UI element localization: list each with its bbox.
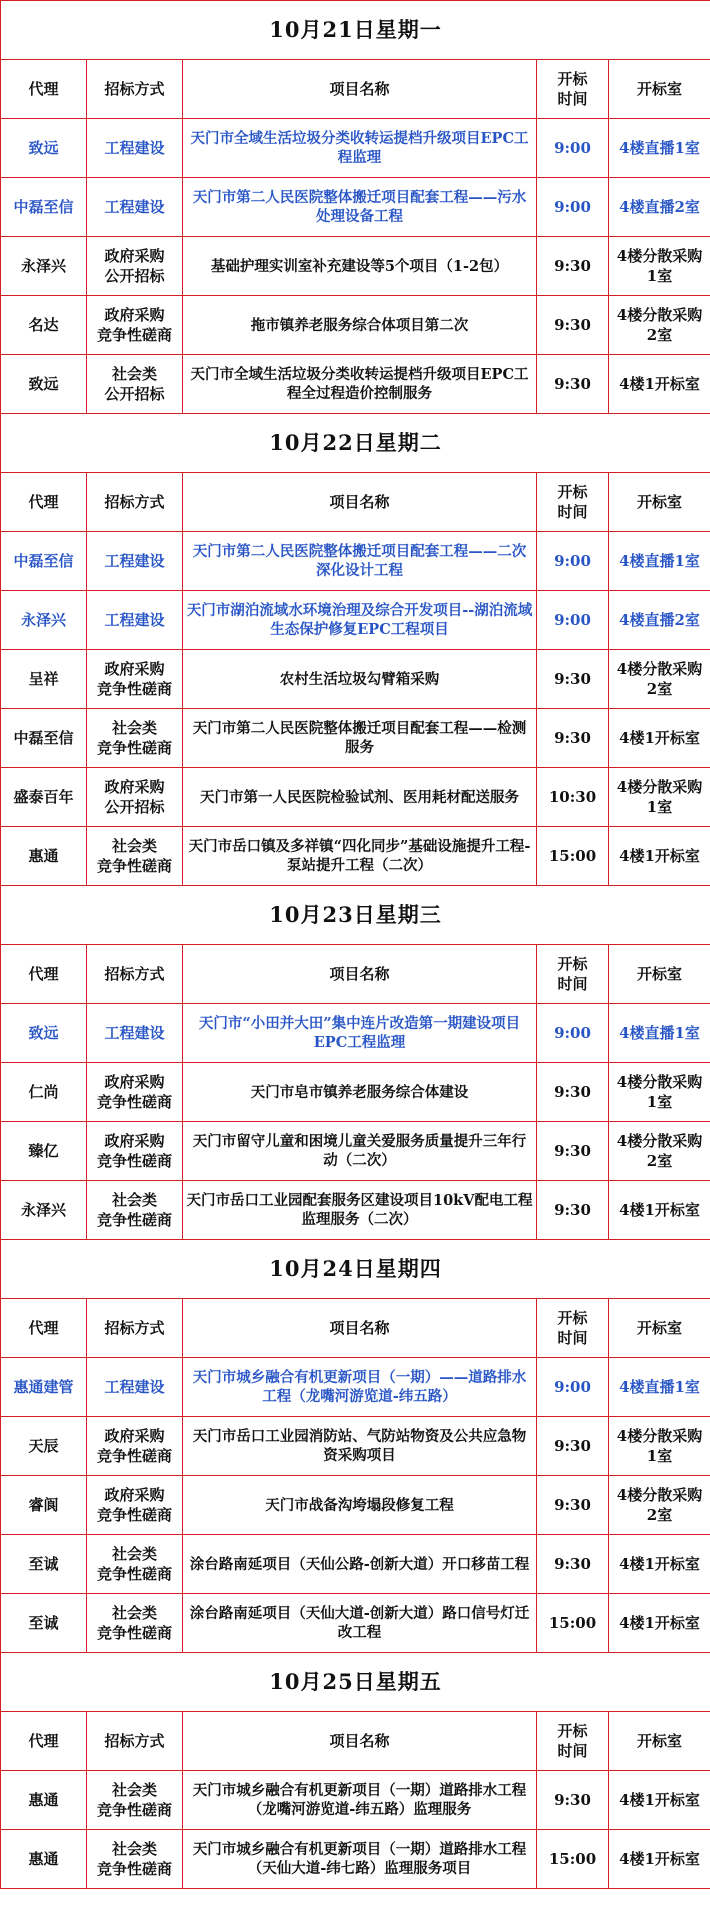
room-cell: 4楼1开标室 — [609, 1771, 710, 1830]
project-cell: 天门市城乡融合有机更新项目（一期）道路排水工程（天仙大道-纬七路）监理服务项目 — [183, 1830, 537, 1889]
header-method: 招标方式 — [87, 1299, 183, 1358]
table-row — [1, 650, 710, 709]
room-cell: 4楼直播1室 — [609, 1358, 710, 1417]
header-project: 项目名称 — [183, 60, 537, 119]
room-cell: 4楼分散采购 2室 — [609, 1122, 710, 1181]
day-title-row — [1, 1653, 710, 1712]
time-cell: 9:30 — [537, 1771, 609, 1830]
project-cell: 天门市“小田并大田”集中连片改造第一期建设项目EPC工程监理 — [183, 1004, 537, 1063]
header-time: 开标 时间 — [537, 945, 609, 1004]
agent-cell: 睿阆 — [1, 1476, 87, 1535]
time-cell: 9:30 — [537, 1476, 609, 1535]
day-title: 10月25日星期五 — [1, 1653, 710, 1712]
day-title: 10月23日星期三 — [1, 886, 710, 945]
method-cell: 政府采购 竞争性磋商 — [87, 1122, 183, 1181]
project-cell: 天门市第二人民医院整体搬迁项目配套工程——二次深化设计工程 — [183, 532, 537, 591]
agent-cell: 致远 — [1, 119, 87, 178]
agent-cell: 盛泰百年 — [1, 768, 87, 827]
room-cell: 4楼直播1室 — [609, 532, 710, 591]
table-row — [1, 827, 710, 886]
time-cell: 15:00 — [537, 1594, 609, 1653]
agent-cell: 至诚 — [1, 1535, 87, 1594]
time-cell: 9:30 — [537, 296, 609, 355]
schedule-body — [1, 1, 710, 1889]
project-cell: 天门市城乡融合有机更新项目（一期）道路排水工程（龙嘴河游览道-纬五路）监理服务 — [183, 1771, 537, 1830]
header-agent: 代理 — [1, 945, 87, 1004]
agent-cell: 臻亿 — [1, 1122, 87, 1181]
project-cell: 天门市湖泊流域水环境治理及综合开发项目--湖泊流域生态保护修复EPC工程项目 — [183, 591, 537, 650]
room-cell: 4楼分散采购 1室 — [609, 1417, 710, 1476]
time-cell: 9:30 — [537, 1063, 609, 1122]
day-title-row — [1, 414, 710, 473]
header-room: 开标室 — [609, 945, 710, 1004]
header-agent: 代理 — [1, 60, 87, 119]
project-cell: 涂台路南延项目（天仙大道-创新大道）路口信号灯迁改工程 — [183, 1594, 537, 1653]
column-header-row — [1, 945, 710, 1004]
time-cell: 9:30 — [537, 355, 609, 414]
header-project: 项目名称 — [183, 1299, 537, 1358]
project-cell: 天门市全域生活垃圾分类收转运提档升级项目EPC工程全过程造价控制服务 — [183, 355, 537, 414]
header-agent: 代理 — [1, 1712, 87, 1771]
room-cell: 4楼直播1室 — [609, 119, 710, 178]
table-row — [1, 1181, 710, 1240]
table-row — [1, 1594, 710, 1653]
agent-cell: 永泽兴 — [1, 591, 87, 650]
table-row — [1, 178, 710, 237]
room-cell: 4楼分散采购 1室 — [609, 1063, 710, 1122]
room-cell: 4楼1开标室 — [609, 1181, 710, 1240]
time-cell: 9:30 — [537, 1535, 609, 1594]
project-cell: 天门市战备沟垮塌段修复工程 — [183, 1476, 537, 1535]
method-cell: 社会类 竞争性磋商 — [87, 827, 183, 886]
header-time: 开标 时间 — [537, 1712, 609, 1771]
room-cell: 4楼直播1室 — [609, 1004, 710, 1063]
column-header-row — [1, 1299, 710, 1358]
method-cell: 社会类 竞争性磋商 — [87, 1535, 183, 1594]
time-cell: 9:30 — [537, 1122, 609, 1181]
method-cell: 政府采购 竞争性磋商 — [87, 1476, 183, 1535]
method-cell: 工程建设 — [87, 1004, 183, 1063]
project-cell: 天门市城乡融合有机更新项目（一期）——道路排水工程（龙嘴河游览道-纬五路） — [183, 1358, 537, 1417]
table-row — [1, 1358, 710, 1417]
day-title: 10月24日星期四 — [1, 1240, 710, 1299]
method-cell: 工程建设 — [87, 532, 183, 591]
project-cell: 农村生活垃圾勾臂箱采购 — [183, 650, 537, 709]
time-cell: 9:00 — [537, 1358, 609, 1417]
project-cell: 天门市皂市镇养老服务综合体建设 — [183, 1063, 537, 1122]
day-title: 10月21日星期一 — [1, 1, 710, 60]
project-cell: 基础护理实训室补充建设等5个项目（1-2包） — [183, 237, 537, 296]
room-cell: 4楼1开标室 — [609, 355, 710, 414]
header-project: 项目名称 — [183, 1712, 537, 1771]
room-cell: 4楼1开标室 — [609, 827, 710, 886]
table-row — [1, 1122, 710, 1181]
method-cell: 政府采购 公开招标 — [87, 237, 183, 296]
table-row — [1, 355, 710, 414]
method-cell: 工程建设 — [87, 1358, 183, 1417]
agent-cell: 致远 — [1, 355, 87, 414]
header-time: 开标 时间 — [537, 473, 609, 532]
method-cell: 社会类 竞争性磋商 — [87, 709, 183, 768]
project-cell: 天门市第一人民医院检验试剂、医用耗材配送服务 — [183, 768, 537, 827]
room-cell: 4楼直播2室 — [609, 591, 710, 650]
project-cell: 天门市第二人民医院整体搬迁项目配套工程——检测服务 — [183, 709, 537, 768]
agent-cell: 中磊至信 — [1, 709, 87, 768]
table-row — [1, 119, 710, 178]
header-method: 招标方式 — [87, 1712, 183, 1771]
method-cell: 社会类 竞争性磋商 — [87, 1594, 183, 1653]
method-cell: 政府采购 竞争性磋商 — [87, 650, 183, 709]
table-row — [1, 1771, 710, 1830]
room-cell: 4楼分散采购 2室 — [609, 650, 710, 709]
method-cell: 社会类 竞争性磋商 — [87, 1830, 183, 1889]
column-header-row — [1, 1712, 710, 1771]
table-row — [1, 1830, 710, 1889]
table-row — [1, 591, 710, 650]
table-row — [1, 1476, 710, 1535]
time-cell: 9:00 — [537, 178, 609, 237]
agent-cell: 永泽兴 — [1, 237, 87, 296]
day-title-row — [1, 1240, 710, 1299]
header-project: 项目名称 — [183, 473, 537, 532]
table-row — [1, 1417, 710, 1476]
header-project: 项目名称 — [183, 945, 537, 1004]
room-cell: 4楼直播2室 — [609, 178, 710, 237]
time-cell: 9:00 — [537, 591, 609, 650]
table-row — [1, 1004, 710, 1063]
table-row — [1, 532, 710, 591]
project-cell: 涂台路南延项目（天仙公路-创新大道）开口移苗工程 — [183, 1535, 537, 1594]
header-method: 招标方式 — [87, 473, 183, 532]
method-cell: 政府采购 公开招标 — [87, 768, 183, 827]
day-title-row — [1, 886, 710, 945]
method-cell: 政府采购 竞争性磋商 — [87, 296, 183, 355]
method-cell: 工程建设 — [87, 178, 183, 237]
project-cell: 拖市镇养老服务综合体项目第二次 — [183, 296, 537, 355]
agent-cell: 中磊至信 — [1, 532, 87, 591]
header-room: 开标室 — [609, 1712, 710, 1771]
method-cell: 社会类 竞争性磋商 — [87, 1771, 183, 1830]
time-cell: 9:00 — [537, 1004, 609, 1063]
project-cell: 天门市岳口工业园消防站、气防站物资及公共应急物资采购项目 — [183, 1417, 537, 1476]
project-cell: 天门市岳口工业园配套服务区建设项目10kV配电工程监理服务（二次） — [183, 1181, 537, 1240]
project-cell: 天门市第二人民医院整体搬迁项目配套工程——污水处理设备工程 — [183, 178, 537, 237]
method-cell: 工程建设 — [87, 119, 183, 178]
agent-cell: 惠通 — [1, 827, 87, 886]
time-cell: 9:30 — [537, 1181, 609, 1240]
room-cell: 4楼1开标室 — [609, 1594, 710, 1653]
day-title: 10月22日星期二 — [1, 414, 710, 473]
time-cell: 10:30 — [537, 768, 609, 827]
agent-cell: 名达 — [1, 296, 87, 355]
time-cell: 9:30 — [537, 709, 609, 768]
header-time: 开标 时间 — [537, 60, 609, 119]
time-cell: 15:00 — [537, 827, 609, 886]
time-cell: 9:00 — [537, 532, 609, 591]
agent-cell: 惠通 — [1, 1830, 87, 1889]
agent-cell: 至诚 — [1, 1594, 87, 1653]
method-cell: 工程建设 — [87, 591, 183, 650]
time-cell: 9:30 — [537, 650, 609, 709]
method-cell: 政府采购 竞争性磋商 — [87, 1417, 183, 1476]
agent-cell: 呈祥 — [1, 650, 87, 709]
method-cell: 社会类 公开招标 — [87, 355, 183, 414]
room-cell: 4楼1开标室 — [609, 1535, 710, 1594]
agent-cell: 惠通 — [1, 1771, 87, 1830]
header-method: 招标方式 — [87, 945, 183, 1004]
table-row — [1, 237, 710, 296]
agent-cell: 永泽兴 — [1, 1181, 87, 1240]
column-header-row — [1, 473, 710, 532]
room-cell: 4楼分散采购 2室 — [609, 296, 710, 355]
time-cell: 9:30 — [537, 237, 609, 296]
header-time: 开标 时间 — [537, 1299, 609, 1358]
header-method: 招标方式 — [87, 60, 183, 119]
room-cell: 4楼1开标室 — [609, 709, 710, 768]
project-cell: 天门市全域生活垃圾分类收转运提档升级项目EPC工程监理 — [183, 119, 537, 178]
header-room: 开标室 — [609, 60, 710, 119]
room-cell: 4楼分散采购 1室 — [609, 768, 710, 827]
method-cell: 政府采购 竞争性磋商 — [87, 1063, 183, 1122]
room-cell: 4楼1开标室 — [609, 1830, 710, 1889]
agent-cell: 中磊至信 — [1, 178, 87, 237]
agent-cell: 天辰 — [1, 1417, 87, 1476]
header-room: 开标室 — [609, 1299, 710, 1358]
time-cell: 15:00 — [537, 1830, 609, 1889]
day-title-row — [1, 1, 710, 60]
table-row — [1, 296, 710, 355]
project-cell: 天门市留守儿童和困境儿童关爱服务质量提升三年行动（二次） — [183, 1122, 537, 1181]
time-cell: 9:30 — [537, 1417, 609, 1476]
header-agent: 代理 — [1, 1299, 87, 1358]
room-cell: 4楼分散采购 1室 — [609, 237, 710, 296]
project-cell: 天门市岳口镇及多祥镇“四化同步”基础设施提升工程-泵站提升工程（二次） — [183, 827, 537, 886]
table-row — [1, 768, 710, 827]
agent-cell: 致远 — [1, 1004, 87, 1063]
room-cell: 4楼分散采购 2室 — [609, 1476, 710, 1535]
method-cell: 社会类 竞争性磋商 — [87, 1181, 183, 1240]
header-room: 开标室 — [609, 473, 710, 532]
header-agent: 代理 — [1, 473, 87, 532]
table-row — [1, 1535, 710, 1594]
table-row — [1, 1063, 710, 1122]
time-cell: 9:00 — [537, 119, 609, 178]
table-row — [1, 709, 710, 768]
agent-cell: 惠通建管 — [1, 1358, 87, 1417]
agent-cell: 仁尚 — [1, 1063, 87, 1122]
column-header-row — [1, 60, 710, 119]
